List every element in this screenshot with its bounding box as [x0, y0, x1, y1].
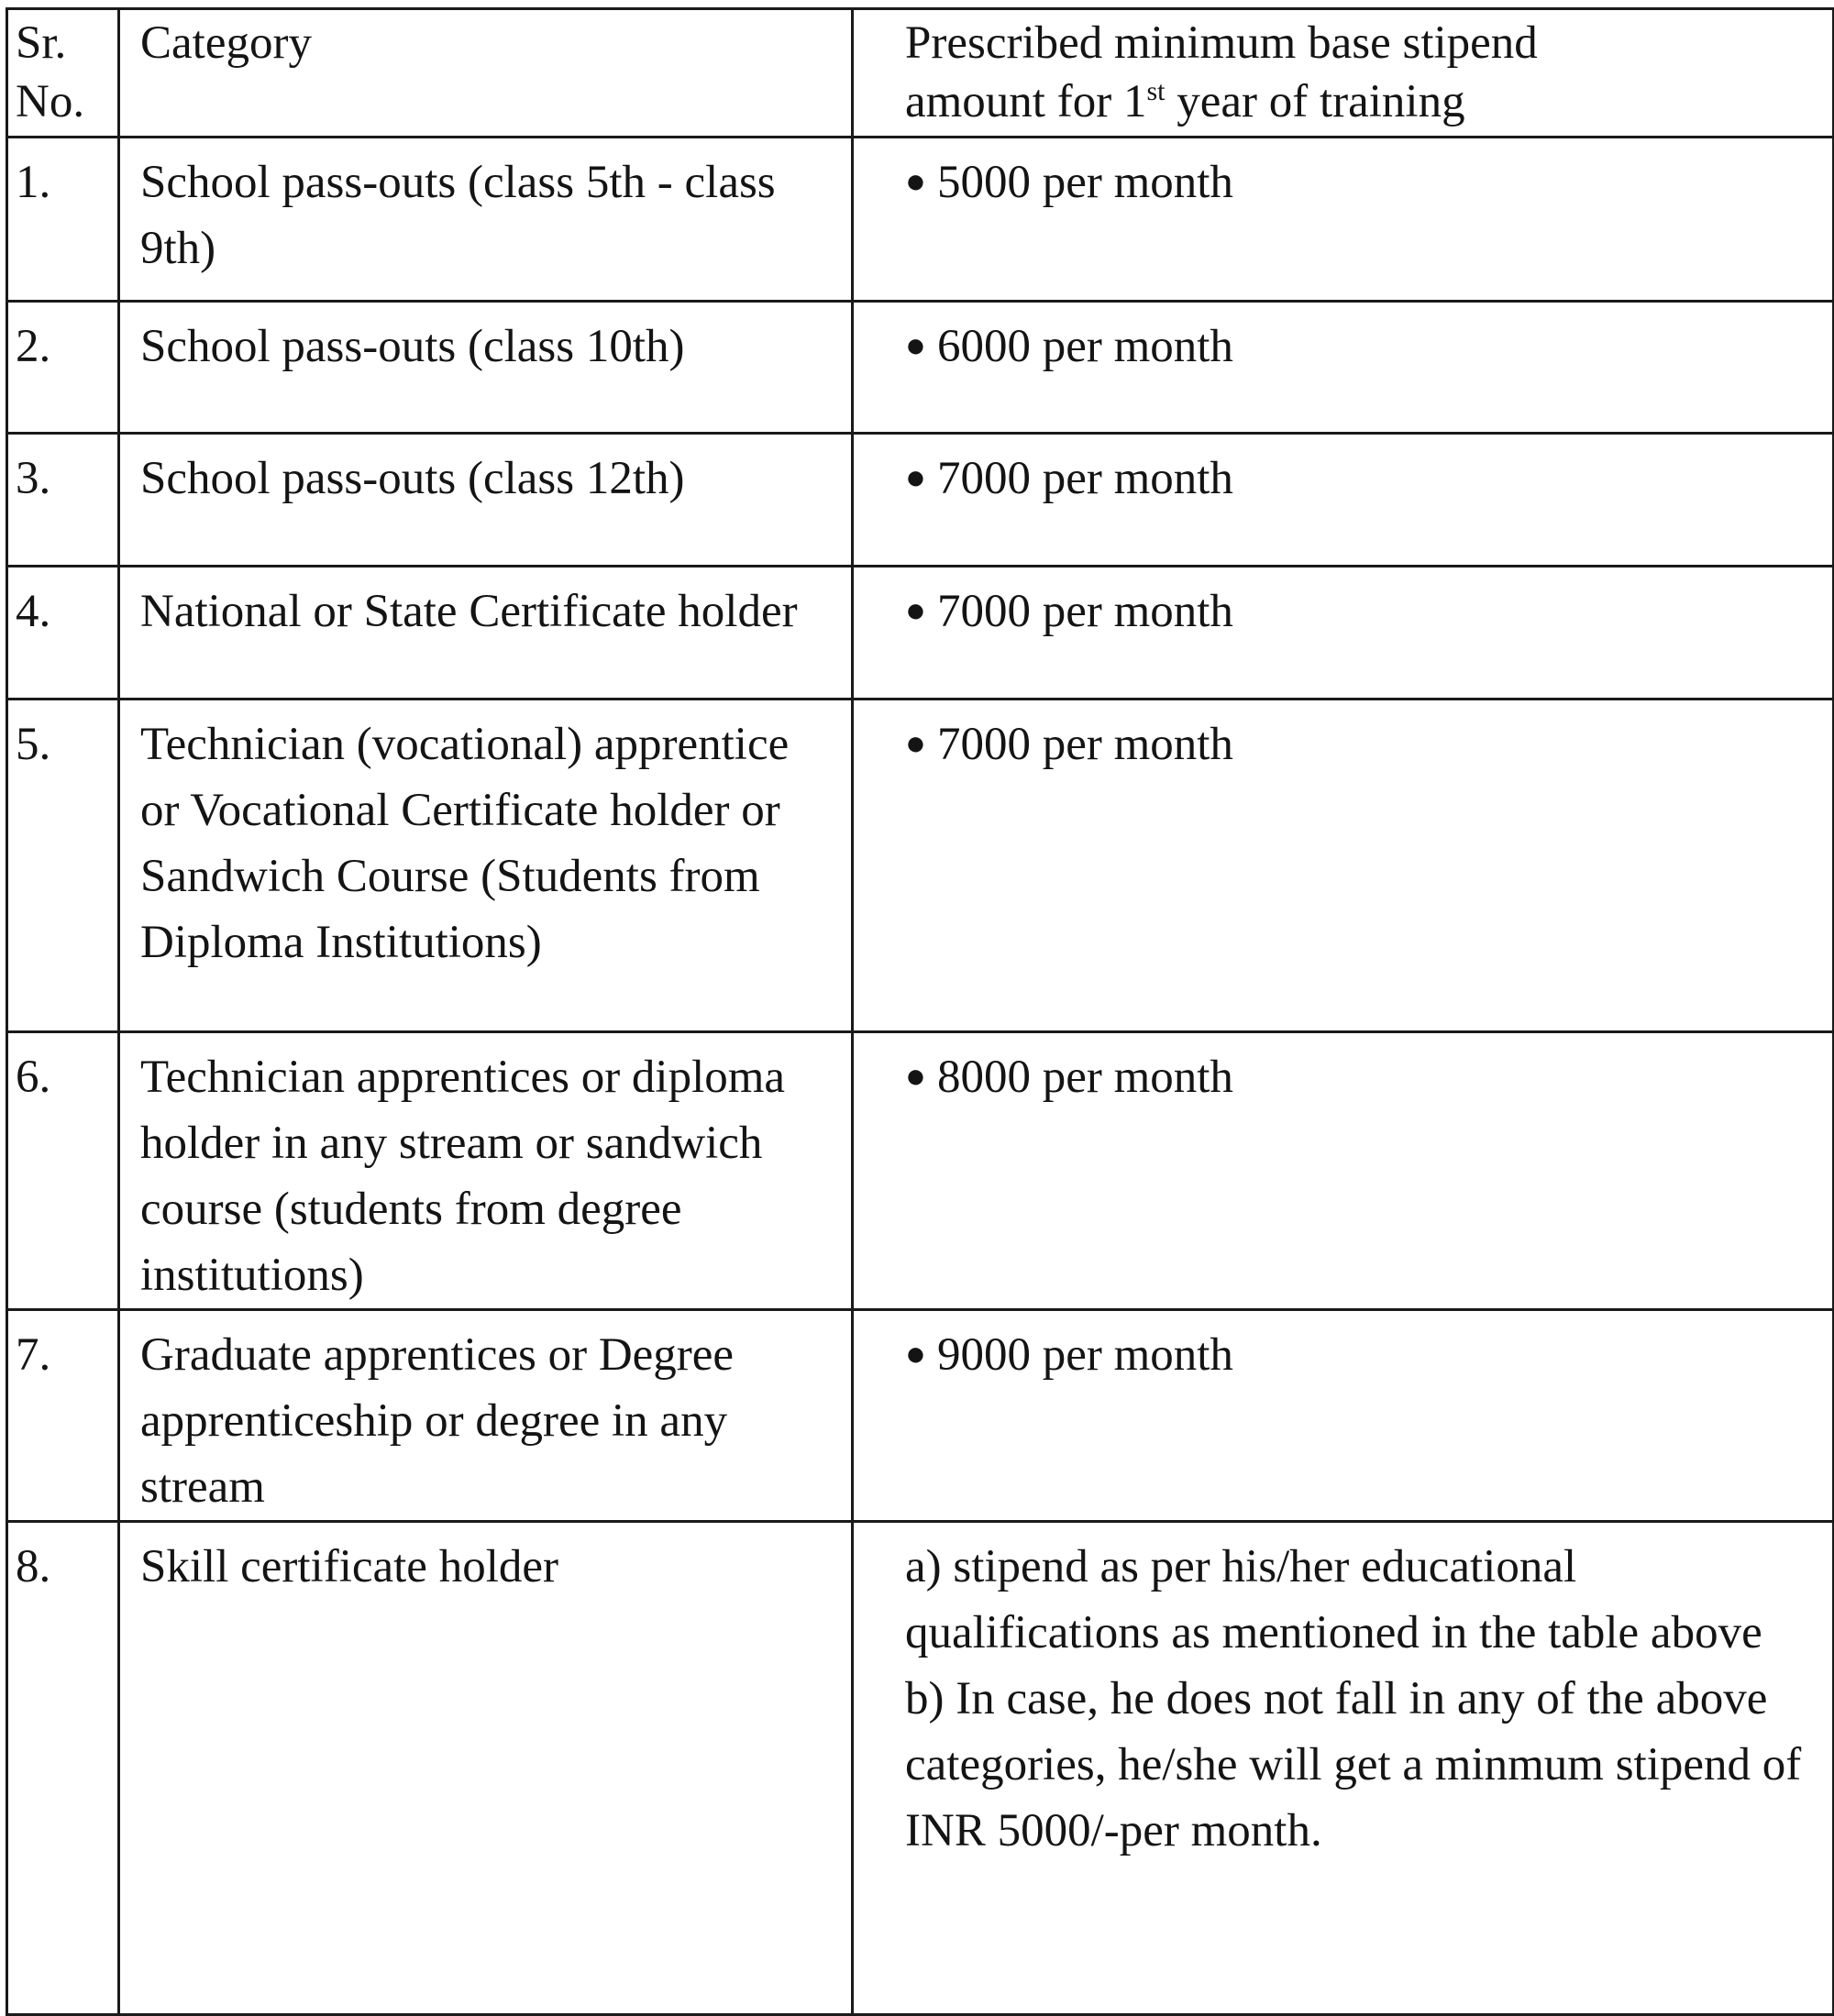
row-category: Skill certificate holder: [119, 1522, 853, 2015]
bullet-icon: ●: [905, 591, 926, 630]
row-category: School pass-outs (class 10th): [119, 302, 853, 434]
row-sr: 3.: [7, 434, 119, 567]
bullet-icon: ●: [905, 1335, 926, 1373]
row-sr: 6.: [7, 1032, 119, 1310]
table-header-row: [7, 9, 1834, 138]
row-sr: 8.: [7, 1522, 119, 2015]
row-category: School pass-outs (class 12th): [119, 434, 853, 567]
table-row: [7, 1032, 1834, 1310]
row-sr: 7.: [7, 1310, 119, 1522]
bullet-icon: ●: [905, 162, 926, 201]
bullet-icon: ●: [905, 724, 926, 763]
row-category: School pass-outs (class 5th - class 9th): [119, 138, 853, 302]
row-stipend: ● 5000 per month: [853, 138, 1834, 302]
bullet-icon: ●: [905, 326, 926, 365]
row-stipend: ● 7000 per month: [853, 700, 1834, 1032]
stipend-option-b: b) In case, he does not fall in any of the above categories, he/she will get a minmum stipend of INR 5000/-per month.: [905, 1673, 1802, 1856]
table-row: [7, 302, 1834, 434]
table-row: [7, 434, 1834, 567]
header-sr-no: Sr. No.: [7, 9, 119, 138]
row-category: Technician apprentices or diploma holder in any stream or sandwich course (students from degree institutions): [119, 1032, 853, 1310]
row-category: Graduate apprentices or Degree apprenticeship or degree in any stream: [119, 1310, 853, 1522]
row-stipend: ● 7000 per month: [853, 567, 1834, 700]
header-category: Category: [119, 9, 853, 138]
row-category: National or State Certificate holder: [119, 567, 853, 700]
table-row: [7, 567, 1834, 700]
row-stipend: ● 8000 per month: [853, 1032, 1834, 1310]
row-stipend: ● 9000 per month: [853, 1310, 1834, 1522]
header-stipend: Prescribed minimum base stipend amount for 1st year of training: [853, 9, 1834, 138]
row-sr: 5.: [7, 700, 119, 1032]
row-sr: 2.: [7, 302, 119, 434]
table-row: [7, 1522, 1834, 2015]
table-row: [7, 700, 1834, 1032]
table-row: [7, 1310, 1834, 1522]
stipend-table: [6, 7, 1834, 2016]
row-sr: 1.: [7, 138, 119, 302]
row-stipend: ● 6000 per month: [853, 302, 1834, 434]
bullet-icon: ●: [905, 1057, 926, 1096]
row-stipend: [853, 1522, 1834, 2015]
row-stipend: ● 7000 per month: [853, 434, 1834, 567]
row-category: Technician (vocational) apprentice or Vocational Certificate holder or Sandwich Course (Students from Diploma Institutions): [119, 700, 853, 1032]
stipend-option-a: a) stipend as per his/her educational qualifications as mentioned in the table above: [905, 1541, 1762, 1658]
row-sr: 4.: [7, 567, 119, 700]
table-row: [7, 138, 1834, 302]
bullet-icon: ●: [905, 458, 926, 497]
